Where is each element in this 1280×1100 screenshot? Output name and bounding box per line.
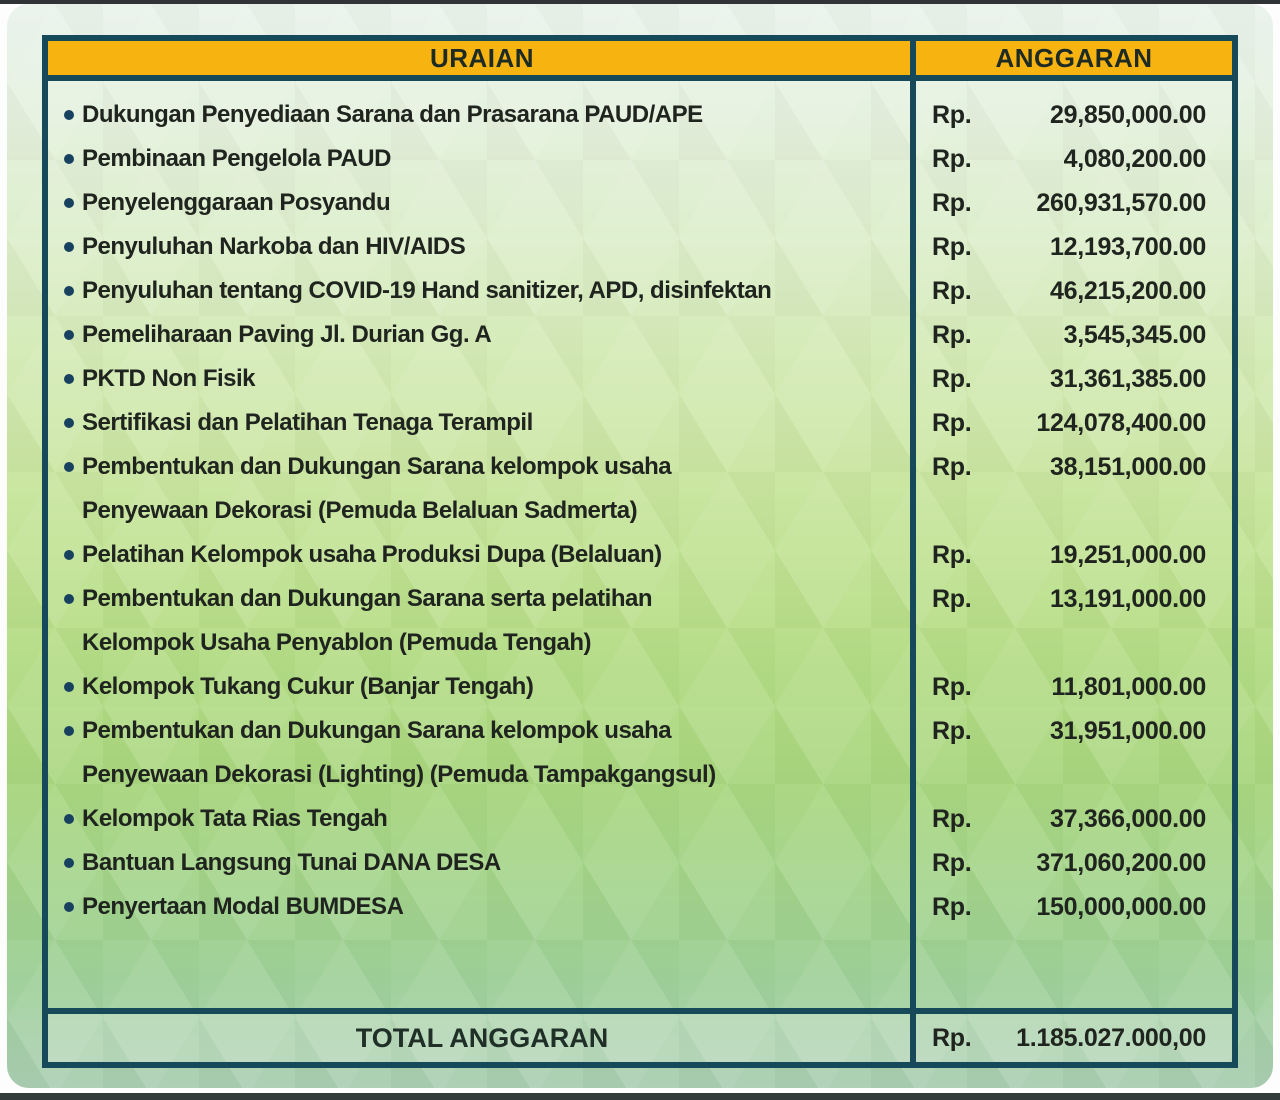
body-filler <box>48 929 1232 1008</box>
row-description: PKTD Non Fisik <box>82 365 256 392</box>
bullet-icon <box>64 418 74 428</box>
bullet-column <box>56 225 82 269</box>
bullet-icon <box>64 594 74 604</box>
currency-prefix: Rp. <box>932 453 972 481</box>
bullet-icon <box>64 154 74 164</box>
total-currency-prefix: Rp. <box>932 1024 972 1052</box>
currency-prefix: Rp. <box>932 321 972 349</box>
bullet-column <box>56 709 82 797</box>
row-amount-cell <box>916 665 1232 709</box>
row-amount: 13,191,000.00 <box>1050 585 1206 613</box>
row-description-cell <box>48 269 916 313</box>
row-amount: 37,366,000.00 <box>1050 805 1206 833</box>
bullet-column <box>56 577 82 665</box>
row-description-cell <box>48 885 916 929</box>
row-amount: 38,151,000.00 <box>1050 453 1206 481</box>
row-description-cell <box>48 577 916 665</box>
bullet-icon <box>64 198 74 208</box>
row-amount: 260,931,570.00 <box>1036 189 1206 217</box>
row-amount: 11,801,000.00 <box>1051 673 1206 701</box>
row-amount: 3,545,345.00 <box>1063 321 1206 349</box>
table-row <box>48 533 1232 577</box>
table-row <box>48 181 1232 225</box>
bullet-column <box>56 445 82 533</box>
bullet-column <box>56 181 82 225</box>
row-amount-cell <box>916 357 1232 401</box>
currency-prefix: Rp. <box>932 233 972 261</box>
table-row <box>48 313 1232 357</box>
table-row <box>48 93 1232 137</box>
bullet-column <box>56 401 82 445</box>
row-amount: 46,215,200.00 <box>1050 277 1206 305</box>
row-description-cell <box>48 665 916 709</box>
table-row <box>48 137 1232 181</box>
row-description-cell <box>48 401 916 445</box>
row-amount: 371,060,200.00 <box>1036 849 1206 877</box>
row-description-cell <box>48 533 916 577</box>
row-description-cell <box>48 313 916 357</box>
bullet-icon <box>64 902 74 912</box>
bullet-column <box>56 533 82 577</box>
row-description: Bantuan Langsung Tunai DANA DESA <box>82 849 501 876</box>
top-edge-bar <box>0 0 1280 4</box>
bullet-icon <box>64 550 74 560</box>
row-amount-cell <box>916 533 1232 577</box>
total-row <box>48 1008 1232 1062</box>
total-label: TOTAL ANGGARAN <box>355 1023 609 1053</box>
row-description: Kelompok Tata Rias Tengah <box>82 805 388 832</box>
bottom-edge-bar <box>0 1093 1280 1100</box>
table-row <box>48 269 1232 313</box>
row-amount-cell <box>916 225 1232 269</box>
row-amount-cell <box>916 269 1232 313</box>
row-description: Penyuluhan tentang COVID-19 Hand sanitizer, APD, disinfektan <box>82 277 772 304</box>
total-amount-cell <box>916 1014 1232 1062</box>
bullet-column <box>56 269 82 313</box>
bullet-icon <box>64 462 74 472</box>
bullet-icon <box>64 858 74 868</box>
bullet-icon <box>64 242 74 252</box>
row-amount-cell <box>916 313 1232 357</box>
row-description-cell <box>48 137 916 181</box>
currency-prefix: Rp. <box>932 101 972 129</box>
bullet-icon <box>64 330 74 340</box>
row-amount-cell <box>916 181 1232 225</box>
currency-prefix: Rp. <box>932 673 972 701</box>
row-description-cell <box>48 93 916 137</box>
row-description: Sertifikasi dan Pelatihan Tenaga Terampil <box>82 409 533 436</box>
table-row <box>48 445 1232 533</box>
currency-prefix: Rp. <box>932 145 972 173</box>
table-row <box>48 885 1232 929</box>
bullet-icon <box>64 814 74 824</box>
bullet-icon <box>64 110 74 120</box>
table-row <box>48 225 1232 269</box>
row-amount-cell <box>916 445 1232 533</box>
bullet-column <box>56 885 82 929</box>
row-amount-cell <box>916 93 1232 137</box>
currency-prefix: Rp. <box>932 893 972 921</box>
row-amount-cell <box>916 577 1232 665</box>
row-amount-cell <box>916 885 1232 929</box>
row-amount-cell <box>916 137 1232 181</box>
bullet-column <box>56 93 82 137</box>
row-description-cell <box>48 181 916 225</box>
bullet-icon <box>64 286 74 296</box>
row-description: Pembentukan dan Dukungan Sarana serta pelatihan Kelompok Usaha Penyablon (Pemuda Tengah) <box>82 585 652 656</box>
row-amount: 124,078,400.00 <box>1036 409 1206 437</box>
row-description-cell <box>48 225 916 269</box>
row-amount: 19,251,000.00 <box>1050 541 1206 569</box>
row-amount: 12,193,700.00 <box>1050 233 1206 261</box>
header-cell-uraian: URAIAN <box>48 41 916 75</box>
row-description: Penyelenggaraan Posyandu <box>82 189 391 216</box>
row-amount-cell <box>916 709 1232 797</box>
table-row <box>48 665 1232 709</box>
row-amount: 29,850,000.00 <box>1050 101 1206 129</box>
bullet-column <box>56 137 82 181</box>
bullet-column <box>56 797 82 841</box>
table-row <box>48 577 1232 665</box>
currency-prefix: Rp. <box>932 189 972 217</box>
row-amount-cell <box>916 841 1232 885</box>
row-amount-cell <box>916 401 1232 445</box>
currency-prefix: Rp. <box>932 409 972 437</box>
row-description: Penyertaan Modal BUMDESA <box>82 893 404 920</box>
header-cell-anggaran: ANGGARAN <box>916 41 1232 75</box>
row-description: Pelatihan Kelompok usaha Produksi Dupa (Belaluan) <box>82 541 662 568</box>
bullet-icon <box>64 374 74 384</box>
row-description: Penyuluhan Narkoba dan HIV/AIDS <box>82 233 466 260</box>
row-description-cell <box>48 357 916 401</box>
currency-prefix: Rp. <box>932 277 972 305</box>
row-amount: 150,000,000.00 <box>1036 893 1206 921</box>
row-description-cell <box>48 797 916 841</box>
row-description: Dukungan Penyediaan Sarana dan Prasarana PAUD/APE <box>82 101 703 128</box>
currency-prefix: Rp. <box>932 541 972 569</box>
bullet-icon <box>64 726 74 736</box>
row-description: Pembentukan dan Dukungan Sarana kelompok usaha Penyewaan Dekorasi (Pemuda Belaluan Sadmerta) <box>82 453 672 524</box>
table-row <box>48 401 1232 445</box>
currency-prefix: Rp. <box>932 585 972 613</box>
row-description-cell <box>48 841 916 885</box>
currency-prefix: Rp. <box>932 365 972 393</box>
table-row <box>48 709 1232 797</box>
row-description: Pembinaan Pengelola PAUD <box>82 145 391 172</box>
budget-card <box>7 4 1273 1088</box>
row-description: Pembentukan dan Dukungan Sarana kelompok usaha Penyewaan Dekorasi (Lighting) (Pemuda Tampakgangsul) <box>82 717 716 788</box>
table-body-rows <box>48 81 1232 1008</box>
bullet-column <box>56 665 82 709</box>
row-description-cell <box>48 445 916 533</box>
currency-prefix: Rp. <box>932 849 972 877</box>
table-row <box>48 841 1232 885</box>
table-row <box>48 797 1232 841</box>
row-amount: 4,080,200.00 <box>1063 145 1206 173</box>
total-amount-value: 1.185.027.000,00 <box>1016 1024 1206 1052</box>
table-header-row <box>48 41 1232 81</box>
table-row <box>48 357 1232 401</box>
row-description: Pemeliharaan Paving Jl. Durian Gg. A <box>82 321 492 348</box>
currency-prefix: Rp. <box>932 717 972 745</box>
bullet-column <box>56 313 82 357</box>
row-amount: 31,361,385.00 <box>1050 365 1206 393</box>
bullet-icon <box>64 682 74 692</box>
bullet-column <box>56 841 82 885</box>
row-amount: 31,951,000.00 <box>1050 717 1206 745</box>
row-amount-cell <box>916 797 1232 841</box>
currency-prefix: Rp. <box>932 805 972 833</box>
budget-table <box>42 35 1238 1068</box>
bullet-column <box>56 357 82 401</box>
row-description-cell <box>48 709 916 797</box>
row-description: Kelompok Tukang Cukur (Banjar Tengah) <box>82 673 534 700</box>
